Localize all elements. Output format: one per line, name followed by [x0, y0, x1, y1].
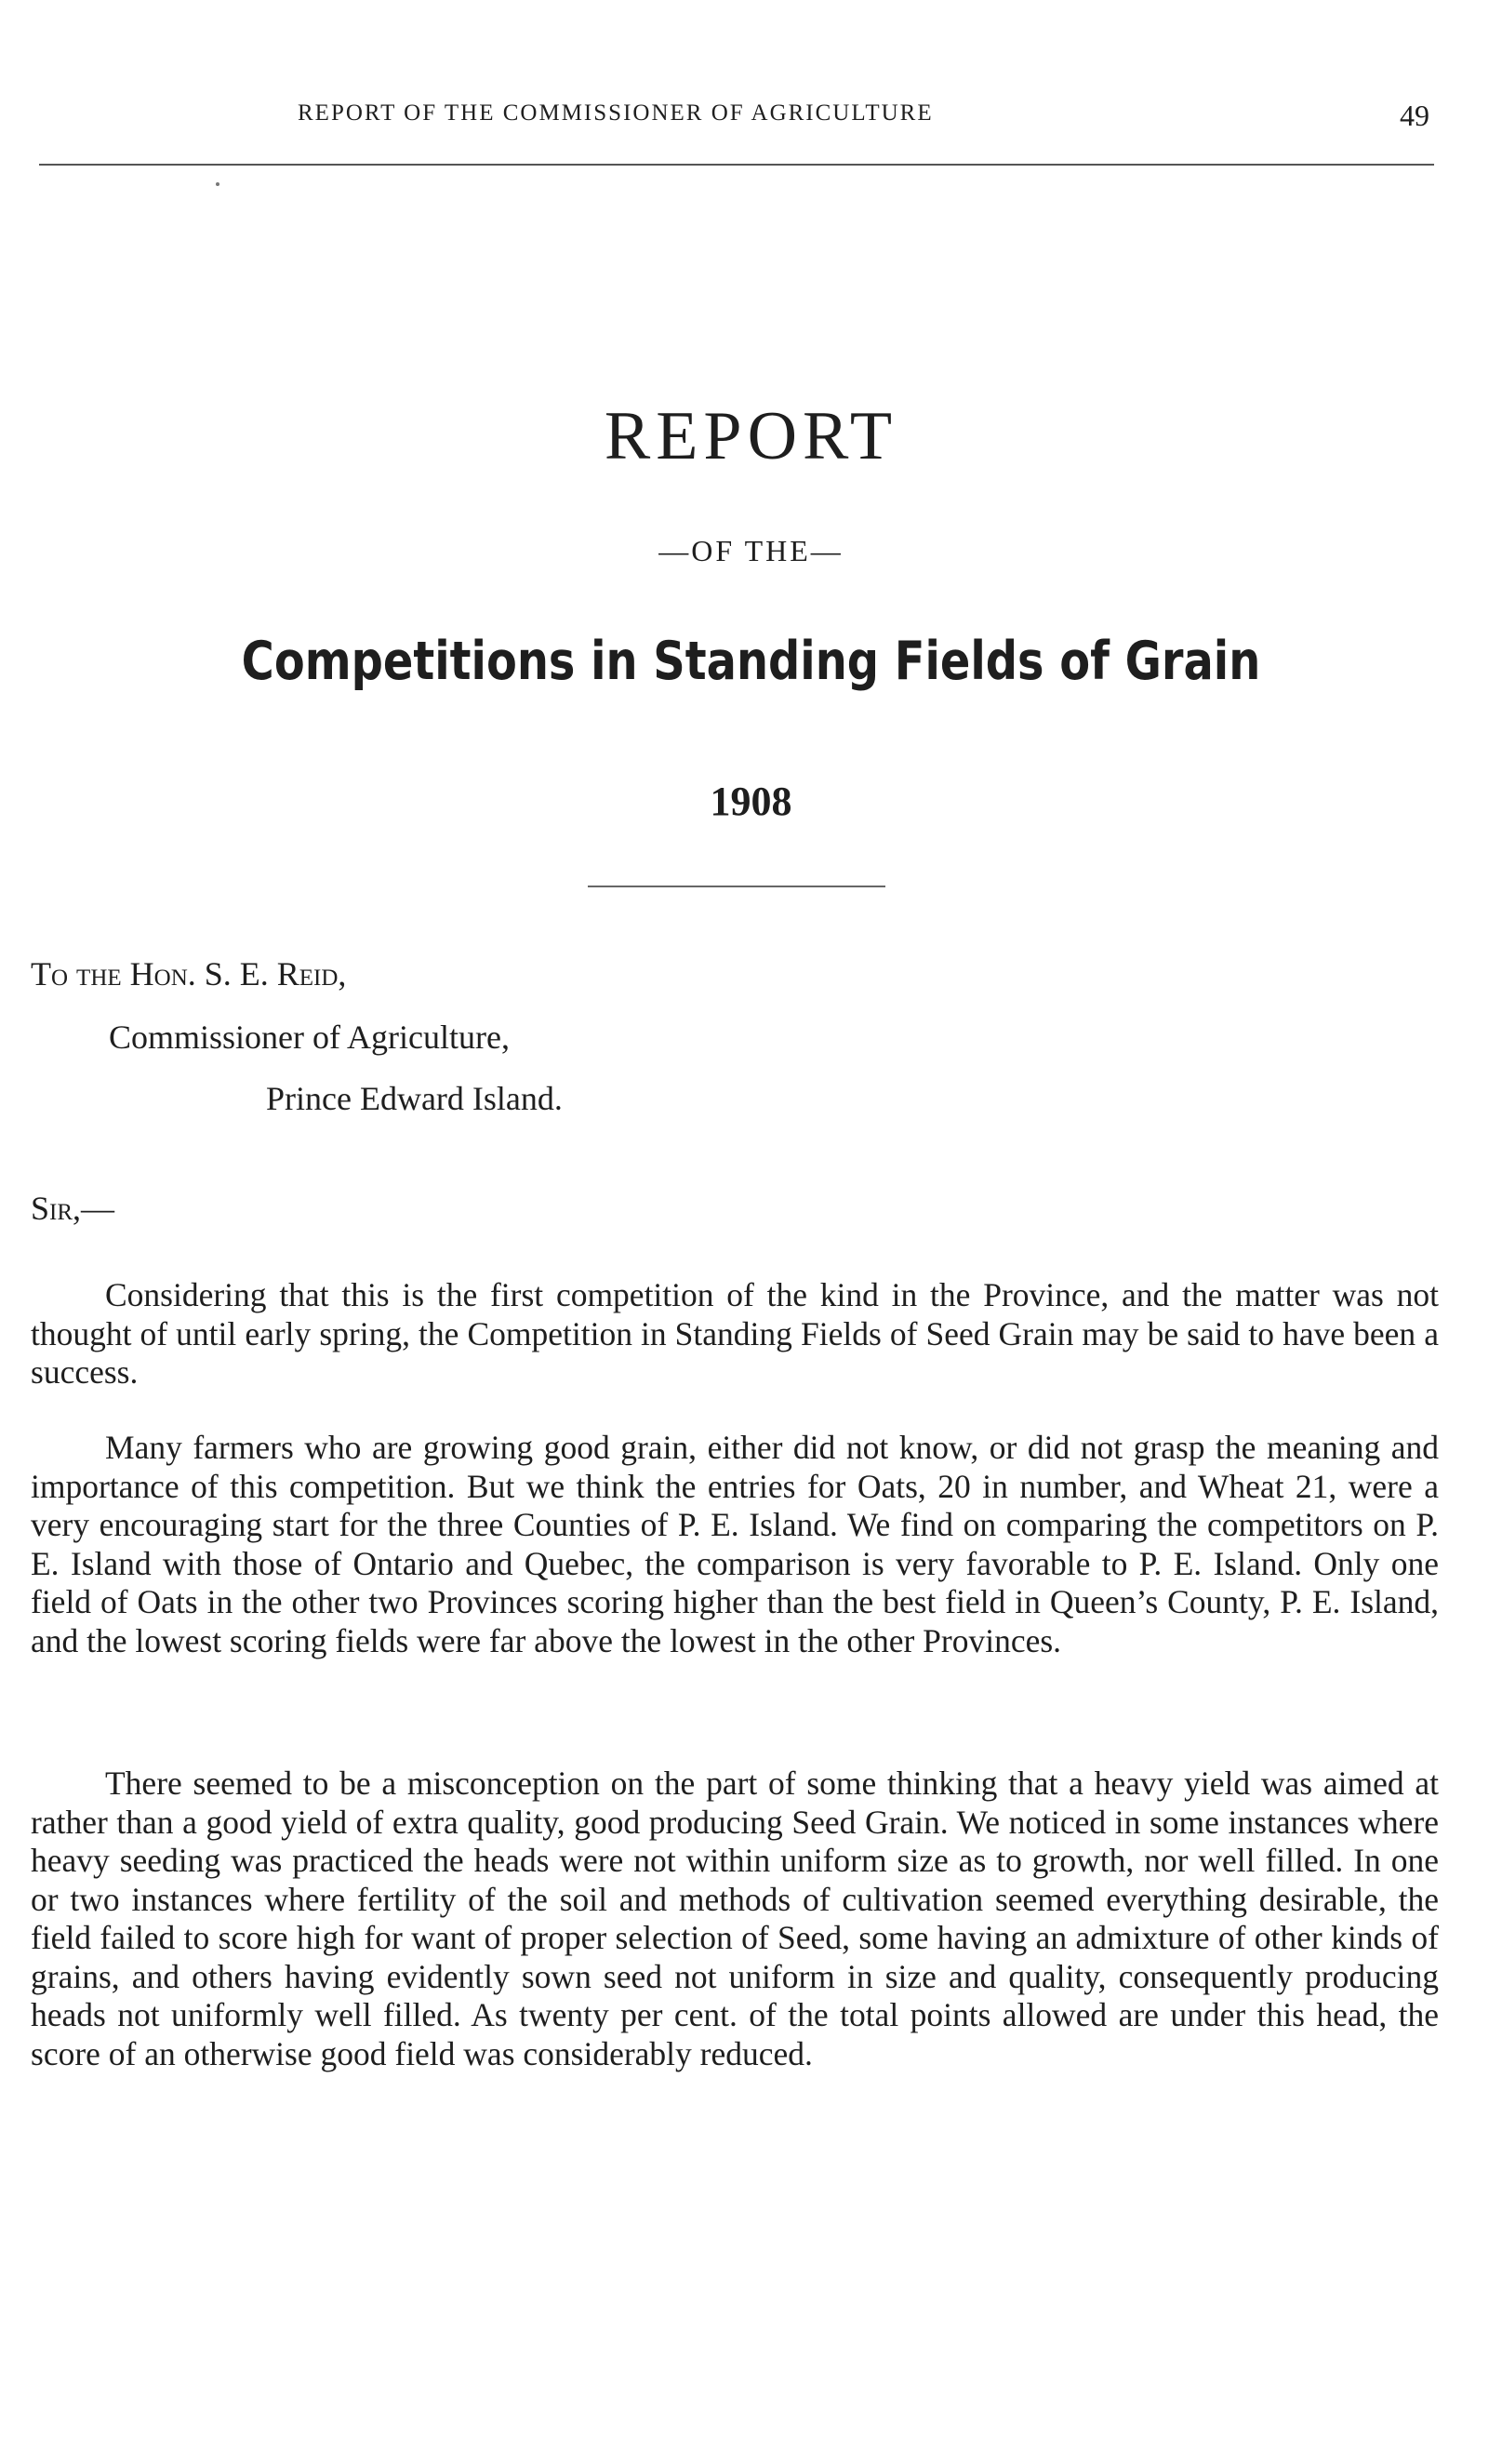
running-head: REPORT OF THE COMMISSIONER OF AGRICULTURE — [298, 100, 934, 126]
paragraph-1: Considering that this is the first competition of the kind in the Province, and the matter was not thought of until early spring, the Competition in Standing Fields of Seed Grain may be said to have been a success. — [31, 1276, 1439, 1391]
header-rule — [39, 164, 1434, 166]
report-year: 1908 — [710, 779, 792, 824]
report-of-the: —OF THE— — [658, 534, 844, 567]
report-title: REPORT — [604, 398, 898, 474]
address-recipient — [31, 954, 346, 993]
address-name: Hon. S. E. Reid, — [129, 955, 347, 992]
paragraph-3: There seemed to be a misconception on the part of some thinking that a heavy yield was aimed at rather than a good yield of extra quality, good producing Seed Grain. We noticed in some instances where heavy seeding was practiced the heads were not within uniform size as to growth, nor well filled. In one or two instances where fertility of the soil and methods of cultivation seemed everything desirable, the field failed to score high for want of proper selection of Seed, some having an admixture of other kinds of grains, and others having evidently sown seed not uniform in size and quality, consequently producing heads not uniformly well filled. As twenty per cent. of the total points allowed are under this head, the score of an otherwise good field was considerably reduced. — [31, 1765, 1439, 2072]
address-to-prefix: To the — [31, 955, 122, 992]
page-number: 49 — [1400, 99, 1429, 132]
salutation: Sir,— — [31, 1190, 115, 1227]
address-office: Commissioner of Agriculture, — [109, 1019, 510, 1056]
print-speck — [216, 182, 219, 186]
report-subtitle: Competitions in Standing Fields of Grain — [241, 631, 1261, 692]
title-rule — [588, 886, 885, 887]
address-place: Prince Edward Island. — [266, 1080, 563, 1117]
paragraph-2: Many farmers who are growing good grain, either did not know, or did not grasp the meaning and importance of this competition. But we think the entries for Oats, 20 in number, and Wheat 21, were a very encouraging start for the three Counties of P. E. Island. We find on comparing the competitors on P. E. Island with those of Ontario and Quebec, the comparison is very favorable to P. E. Island. Only one field of Oats in the other two Provinces scoring higher than the best field in Queen’s County, P. E. Island, and the lowest scoring fields were far above the lowest in the other Provinces. — [31, 1429, 1439, 1659]
